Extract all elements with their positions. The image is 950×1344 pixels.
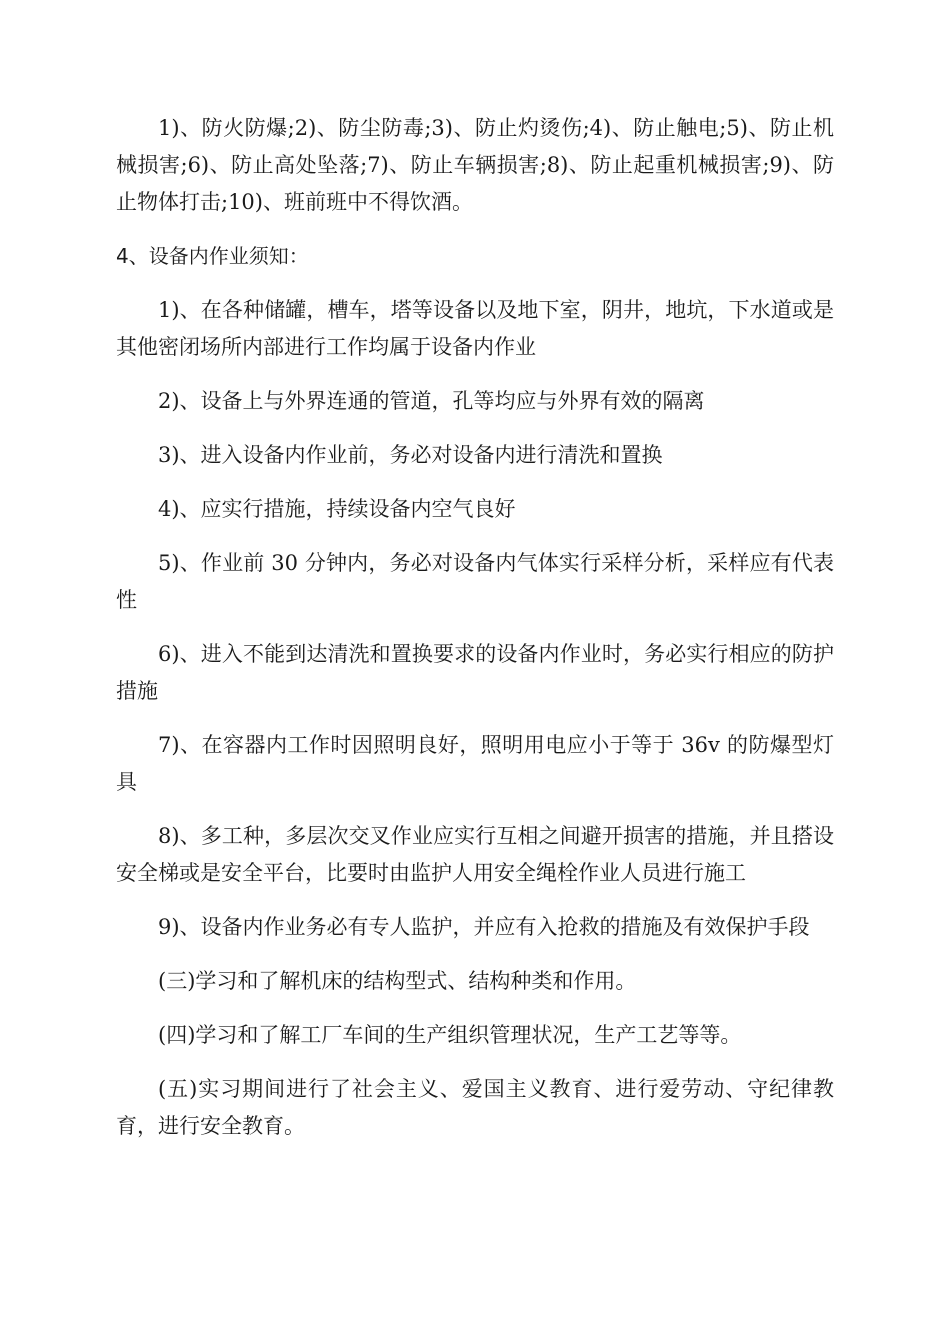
spacer <box>116 474 834 491</box>
spacer <box>116 420 834 437</box>
intro-paragraph: 1)、防火防爆;2)、防尘防毒;3)、防止灼烫伤;4)、防止触电;5)、防止机械损害;6)、防止高处坠落;7)、防止车辆损害;8)、防止起重机械损害;9)、防止物体打击;10)、班前班中不得饮酒。 <box>116 116 834 214</box>
closing-paragraph: (五)实习期间进行了社会主义、爱国主义教育、进行爱劳动、守纪律教育，进行安全教育。 <box>116 1077 834 1138</box>
list-item: 6)、进入不能到达清洗和置换要求的设备内作业时，务必实行相应的防护措施 <box>116 642 834 703</box>
list-item: 8)、多工种，多层次交叉作业应实行互相之间避开损害的措施，并且搭设安全梯或是安全平台，比要时由监护人用安全绳栓作业人员进行施工 <box>116 824 834 885</box>
spacer <box>116 710 834 727</box>
list-item: 1)、在各种储罐，槽车，塔等设备以及地下室，阴井，地坑，下水道或是其他密闭场所内部进行工作均属于设备内作业 <box>116 298 834 359</box>
spacer <box>116 1000 834 1017</box>
list-item: 2)、设备上与外界连通的管道，孔等均应与外界有效的隔离 <box>158 389 705 413</box>
list-item: 9)、设备内作业务必有专人监护，并应有入抢救的措施及有效保护手段 <box>158 915 810 939</box>
list-item: 4)、应实行措施，持续设备内空气良好 <box>158 497 516 521</box>
spacer <box>116 366 834 383</box>
document-page <box>116 110 834 1145</box>
list-item: 3)、进入设备内作业前，务必对设备内进行清洗和置换 <box>158 443 663 467</box>
spacer <box>116 892 834 909</box>
spacer <box>116 221 834 238</box>
spacer <box>116 619 834 636</box>
spacer <box>116 275 834 292</box>
spacer <box>116 801 834 818</box>
spacer <box>116 1054 834 1071</box>
list-item: 5)、作业前 30 分钟内，务必对设备内气体实行采样分析，采样应有代表性 <box>116 551 834 612</box>
spacer <box>116 946 834 963</box>
section-heading: 4、设备内作业须知： <box>116 244 309 268</box>
list-item: 7)、在容器内工作时因照明良好，照明用电应小于等于 36v 的防爆型灯具 <box>116 733 834 794</box>
closing-paragraph: (四)学习和了解工厂车间的生产组织管理状况，生产工艺等等。 <box>158 1023 742 1047</box>
spacer <box>116 528 834 545</box>
closing-paragraph: (三)学习和了解机床的结构型式、结构种类和作用。 <box>158 969 637 993</box>
